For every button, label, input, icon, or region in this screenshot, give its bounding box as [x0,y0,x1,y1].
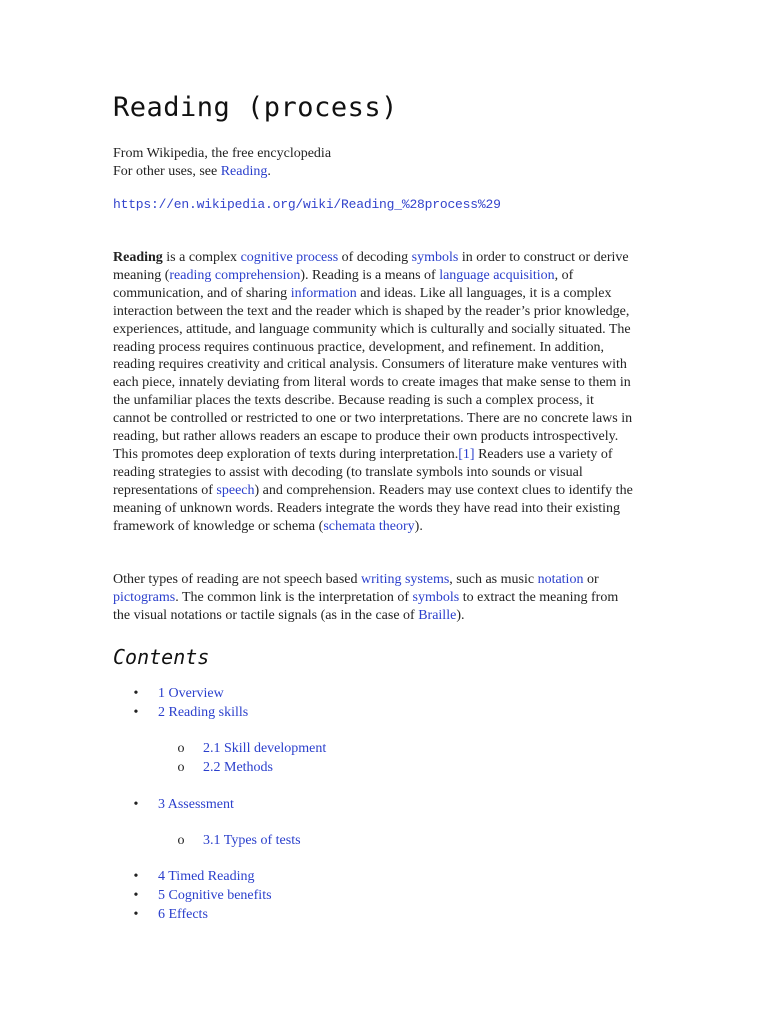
paragraph-text: or [583,572,599,587]
bullet-circle: o [177,760,185,775]
paragraph-text: ). [414,518,423,534]
link-information[interactable]: information [290,285,357,301]
paragraph-text: to extract the meaning from the visual notations or tactile signals (as in the case of [113,589,619,623]
toc-link[interactable]: 2.1 Skill development [203,741,327,756]
contents-heading: Contents [113,645,210,669]
toc-link[interactable]: 3.1 Types of tests [203,833,301,848]
article-meta [113,145,331,181]
source-url[interactable]: https://en.wikipedia.org/wiki/Reading_%28process%29 [113,197,501,212]
paragraph-text: ). Reading is a means of [300,267,440,283]
paragraph-text: ) and comprehension. Readers may use context clues to identify the meaning of unknown words. Readers integrate the words they have read into their existing framework of knowledge or schema ( [113,482,633,534]
paragraph-text: Other types of reading are not speech based [113,572,362,587]
link-schemata-theory[interactable]: schemata theory [323,518,415,534]
other-uses-hatnote [113,163,331,181]
bullet-disc: • [133,705,139,720]
paragraph-text: . The common link is the interpretation of [175,589,413,605]
toc-link[interactable]: 2 Reading skills [158,705,249,720]
toc-link[interactable]: 2.2 Methods [203,760,273,775]
bullet-disc: • [133,907,139,922]
link-symbols-2[interactable]: symbols [412,589,460,605]
link-language-acquisition[interactable]: language acquisition [439,267,555,283]
bullet-disc: • [133,797,139,812]
link-notation[interactable]: notation [537,572,584,587]
link-symbols[interactable]: symbols [411,250,459,265]
bullet-disc: • [133,686,139,701]
bullet-disc: • [133,888,139,903]
paragraph-text: ). [456,607,465,623]
link-pictograms[interactable]: pictograms [113,589,176,605]
paragraph-text: in order to construct or derive meaning ( [113,250,629,283]
page-title: Reading (process) [113,92,398,123]
toc-link[interactable]: 3 Assessment [158,797,234,812]
paragraph-text: and ideas. Like all languages, it is a complex interaction between the text and the reader which is shaped by the reader’s prior knowledge, experiences, attitude, and language community which is culturally and socially situated. The reading process requires continuous practice, development, and refinement. In addition, reading requires creativity and critical analysis. Consumers of literature make ventures with each piece, innately deviating from literal words to create images that make sense to them in the unfamiliar places the texts describe. Because reading is such a complex process, it cannot be controlled or restricted to one or two interpretations. There are no concrete laws in reading, but rather allows readers an escape to produce their own products introspectively. This promotes deep exploration of texts during interpretation. [113,285,633,462]
bullet-circle: o [177,741,185,756]
other-uses-prefix: For other uses, see [113,164,221,179]
link-writing-systems[interactable]: writing systems [361,572,450,587]
link-cognitive-process[interactable]: cognitive process [240,250,339,265]
link-reading-comprehension[interactable]: reading comprehension [169,267,301,283]
intro-paragraph [113,249,633,536]
paragraph-text: is a complex [162,250,241,265]
toc-link[interactable]: 4 Timed Reading [158,869,255,884]
paragraph-text: , of communication, and of sharing [113,267,574,301]
toc-link[interactable]: 6 Effects [158,907,208,922]
from-line: From Wikipedia, the free encyclopedia [113,146,332,161]
citation-link-1[interactable]: [1] [458,446,475,462]
paragraph-text: Readers use a variety of reading strategies to assist with decoding (to translate symbols into sounds or visual representations of [113,446,613,498]
second-paragraph [113,571,633,625]
link-speech[interactable]: speech [216,482,255,498]
paragraph-text: , such as music [449,572,538,587]
bold-lead-term: Reading [113,250,163,265]
bullet-disc: • [133,869,139,884]
other-uses-suffix: . [267,164,271,179]
link-braille[interactable]: Braille [418,607,457,623]
other-uses-link[interactable]: Reading [220,164,268,179]
toc-link[interactable]: 5 Cognitive benefits [158,888,272,903]
bullet-circle: o [177,833,185,848]
toc-link[interactable]: 1 Overview [158,686,224,701]
paragraph-text: of decoding [338,250,412,265]
